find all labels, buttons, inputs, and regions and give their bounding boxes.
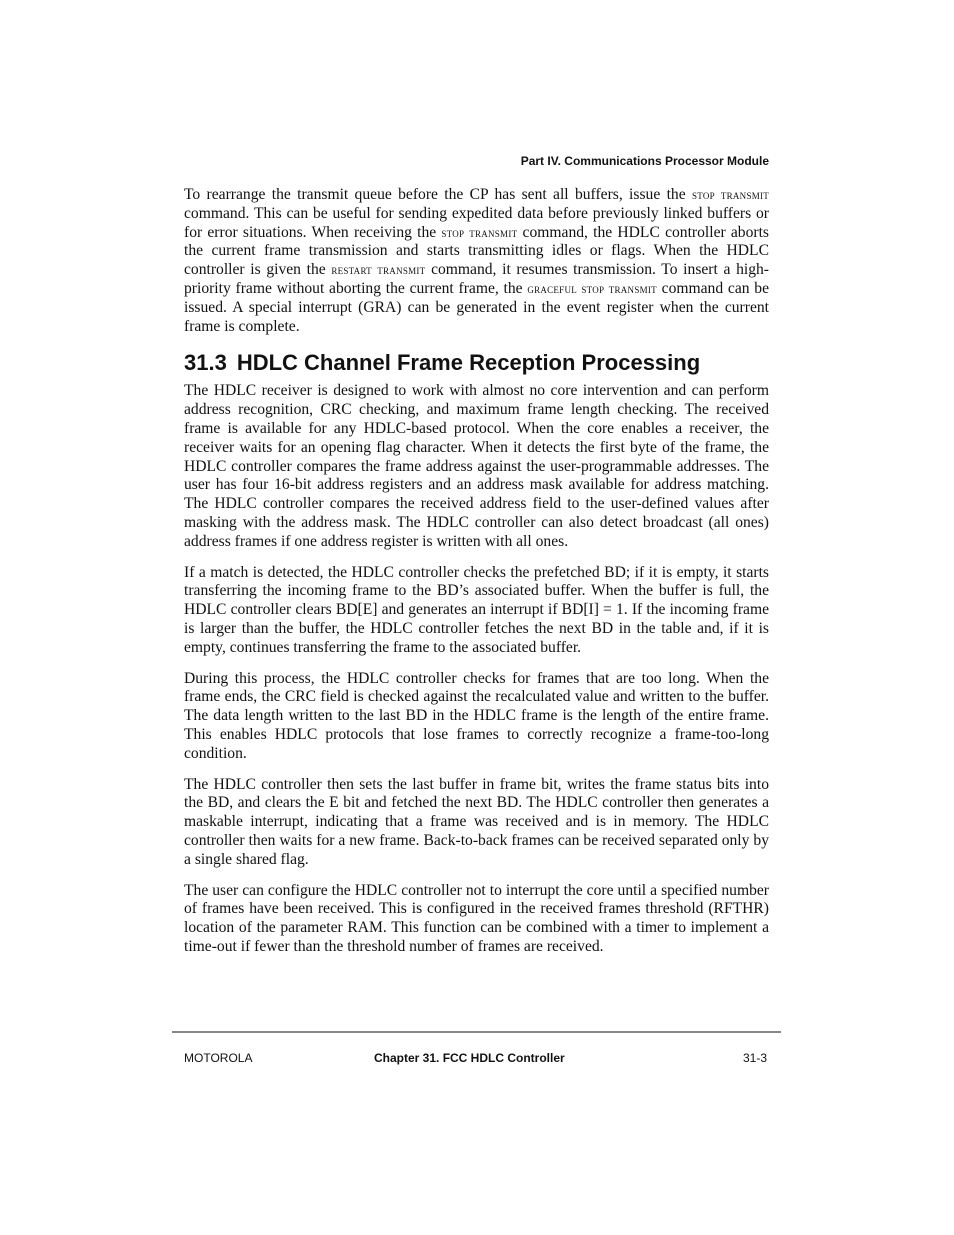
footer-company: MOTOROLA — [184, 1051, 253, 1065]
body-paragraph: The user can configure the HDLC controller not to interrupt the core until a specified number of frames have been received. This is configured in the received frames threshold (RFTHR) location of the parameter RAM. This function can be combined with a timer to implement a time-out if fewer than the threshold number of frames are received. — [184, 881, 769, 955]
text-run: command. This can be useful for sending expedited data before previously linked buffers or for error situations. When receiving the — [184, 204, 769, 241]
page-body — [184, 186, 769, 969]
text-run: command, it resumes transmission. To insert a high-priority frame without aborting the current frame, the — [184, 261, 769, 297]
footer-page-number: 31-3 — [742, 1051, 767, 1065]
text-run: To rearrange the transmit queue before the CP has sent all buffers, issue the — [184, 186, 692, 203]
body-paragraph: The HDLC receiver is designed to work with almost no core intervention and can perform address recognition, CRC checking, and maximum frame length checking. The received frame is available for any HDLC-based protocol. When the core enables a receiver, the receiver waits for an opening flag character. When it detects the first byte of the frame, the HDLC controller compares the frame address against the user-programmable addresses. The user has four 16-bit address registers and an address mask available for address matching. The HDLC controller compares the received address field to the user-defined values after masking with the address mask. The HDLC controller can also detect broadcast (all ones) address frames if one address register is written with all ones. — [184, 382, 769, 550]
section-title: HDLC Channel Frame Reception Processing — [236, 350, 701, 376]
command-name: restart transmit — [331, 262, 426, 278]
section-number: 31.3 — [184, 350, 227, 376]
section-heading — [184, 350, 769, 376]
footer-chapter: Chapter 31. FCC HDLC Controller — [374, 1051, 565, 1065]
text-run: command, the HDLC controller aborts the current frame transmission and starts transmitting idles or flags. When the HDLC controller is given the — [184, 223, 769, 279]
text-run: command can be issued. A special interrupt (GRA) can be generated in the event register when the current frame is complete. — [184, 279, 770, 335]
body-paragraph: During this process, the HDLC controller checks for frames that are too long. When the frame ends, the CRC field is checked against the recalculated value and written to the buffer. The data length written to the last BD in the HDLC frame is the length of the entire frame. This enables HDLC protocols that lose frames to correctly recognize a frame-too-long condition. — [184, 669, 769, 762]
body-paragraph: The HDLC controller then sets the last buffer in frame bit, writes the frame status bits into the BD, and clears the E bit and fetched the next BD. The HDLC controller then generates a maskable interrupt, indicating that a frame was received and is in memory. The HDLC controller then waits for a new frame. Back-to-back frames can be received separated only by a single shared flag. — [184, 775, 769, 868]
command-name: stop transmit — [691, 187, 770, 202]
footer-rule — [172, 1031, 781, 1033]
command-name: stop transmit — [441, 224, 518, 240]
body-paragraph: If a match is detected, the HDLC controller checks the prefetched BD; if it is empty, it starts transferring the incoming frame to the BD’s associated buffer. When the buffer is full, the HDLC controller clears BD[E] and generates an interrupt if BD[I] = 1. If the incoming frame is larger than the buffer, the HDLC controller fetches the next BD in the table and, if it is empty, continues transferring the frame to the associated buffer. — [184, 563, 769, 656]
command-name: graceful stop transmit — [527, 280, 657, 296]
intro-paragraph — [184, 186, 769, 336]
running-head: Part IV. Communications Processor Module — [520, 154, 769, 168]
